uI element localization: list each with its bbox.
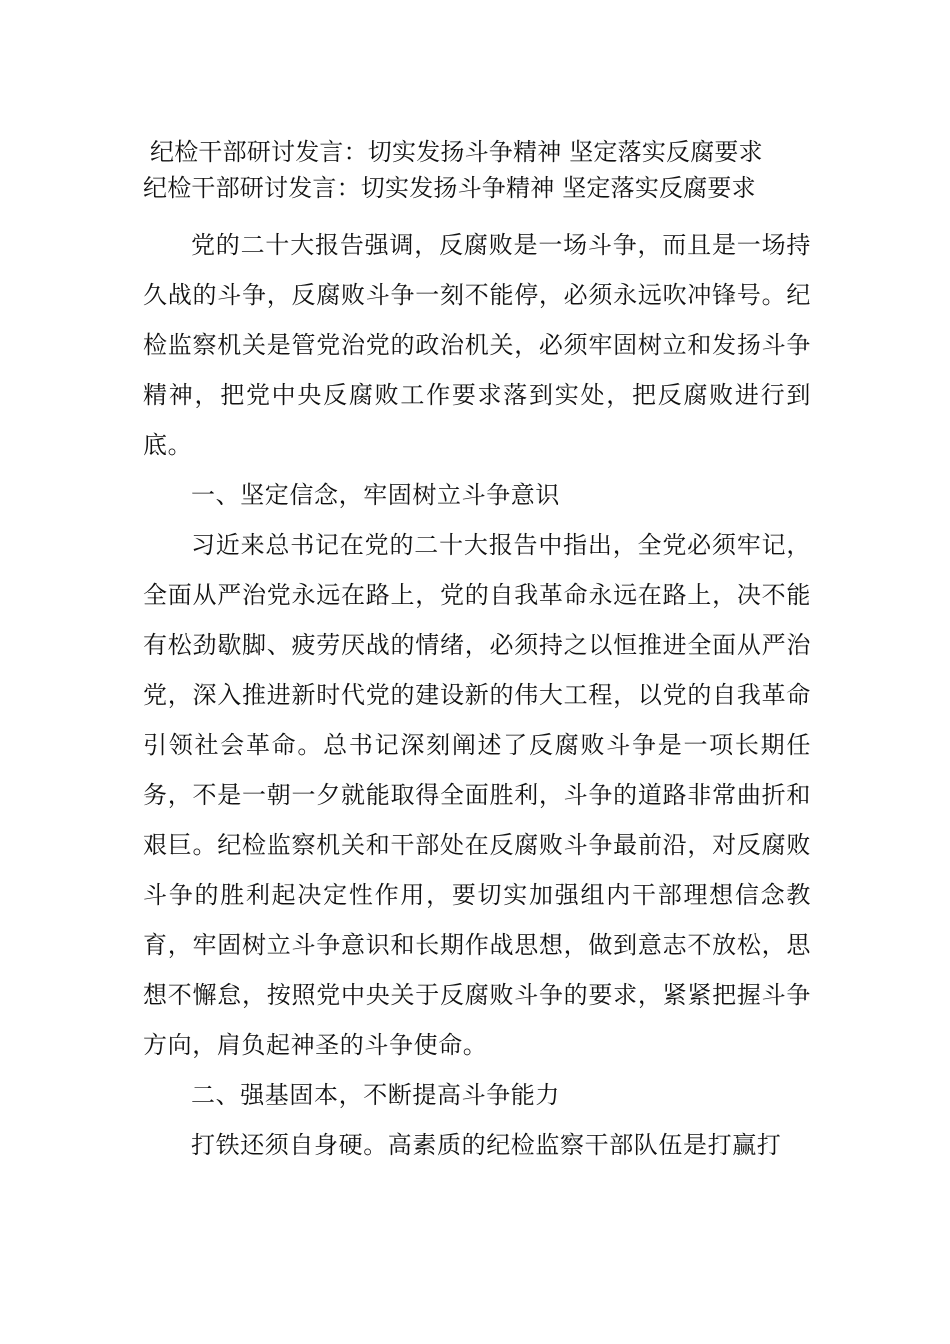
paragraph-intro: 党的二十大报告强调，反腐败是一场斗争，而且是一场持久战的斗争，反腐败斗争一刻不能停，必须永远吹冲锋号。纪检监察机关是管党治党的政治机关，必须牢固树立和发扬斗争精神，把党中央反腐败工作要求落到实处，把反腐败进行到底。 bbox=[143, 231, 811, 459]
paragraph-section-1: 习近来总书记在党的二十大报告中指出，全党必须牢记，全面从严治党永远在路上，党的自我革命永远在路上，决不能有松劲歇脚、疲劳厌战的情绪，必须持之以恒推进全面从严治党，深入推进新时代党的建设新的伟大工程，以党的自我革命引领社会革命。总书记深刻阐述了反腐败斗争是一项长期任务，不是一朝一夕就能取得全面胜利，斗争的道路非常曲折和艰巨。纪检监察机关和干部处在反腐败斗争最前沿，对反腐败斗争的胜利起决定性作用，要切实加强组内干部理想信念教育，牢固树立斗争意识和长期作战思想，做到意志不放松，思想不懈怠，按照党中央关于反腐败斗争的要求，紧紧把握斗争方向，肩负起神圣的斗争使命。 bbox=[143, 531, 811, 1059]
section-heading-2: 二、强基固本，不断提高斗争能力 bbox=[191, 1081, 560, 1109]
document-title: 纪检干部研讨发言：切实发扬斗争精神 坚定落实反腐要求 bbox=[150, 138, 763, 166]
paragraph-section-2: 打铁还须自身硬。高素质的纪检监察干部队伍是打赢打 bbox=[191, 1131, 782, 1159]
document-body bbox=[143, 134, 811, 1170]
document-title-repeat: 纪检干部研讨发言：切实发扬斗争精神 坚定落实反腐要求 bbox=[143, 174, 756, 202]
section-heading-1: 一、坚定信念，牢固树立斗争意识 bbox=[191, 481, 560, 509]
